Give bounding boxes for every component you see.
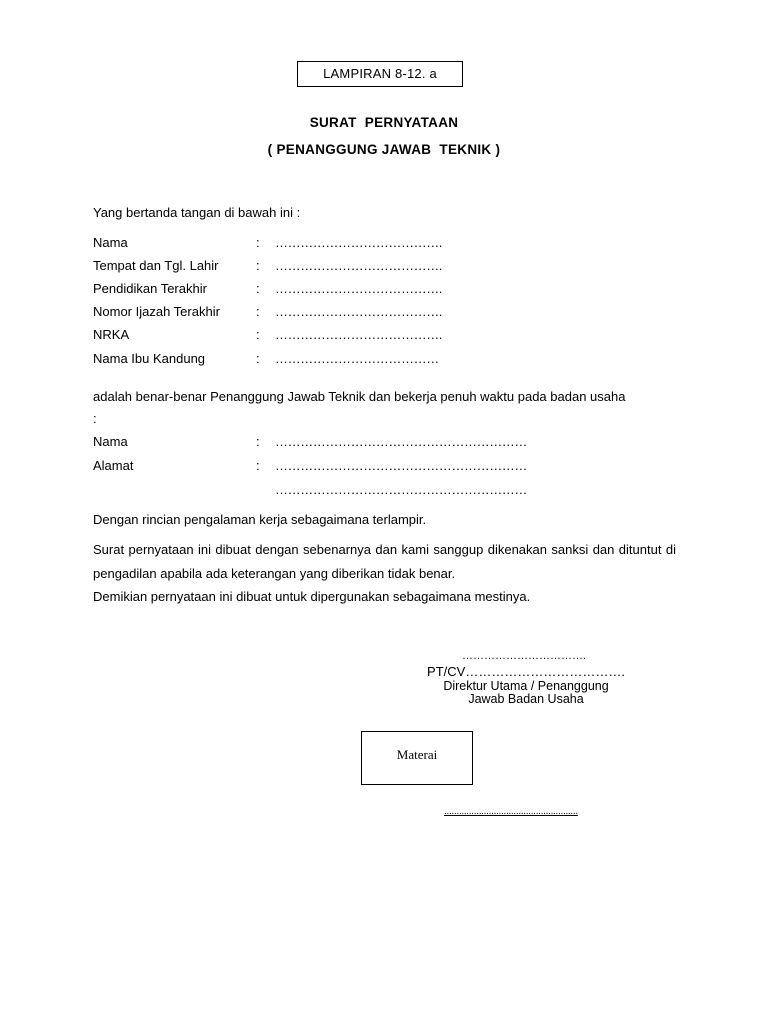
field-label: Nama xyxy=(93,434,128,449)
field-label: NRKA xyxy=(93,327,130,342)
field-colon: : xyxy=(256,281,260,296)
experience-note: Dengan rincian pengalaman kerja sebagaimana terlampir. xyxy=(93,512,427,527)
field-colon: : xyxy=(256,327,260,342)
signer-role-line2: Jawab Badan Usaha xyxy=(468,692,584,706)
field-value-blank: …………………………………. xyxy=(275,235,443,250)
field-label: Nomor Ijazah Terakhir xyxy=(93,304,220,319)
field-colon: : xyxy=(256,434,260,449)
statement-colon: : xyxy=(93,411,97,426)
field-value-blank: …………………………………. xyxy=(275,304,443,319)
intro-text: Yang bertanda tangan di bawah ini : xyxy=(93,205,301,220)
field-value-blank: …………………………………. xyxy=(275,281,443,296)
field-label: Nama Ibu Kandung xyxy=(93,351,206,366)
field-colon: : xyxy=(256,304,260,319)
signature-line: ...................................................... xyxy=(444,806,578,817)
field-value-blank: …………………………………………………… xyxy=(275,482,528,497)
field-label: Tempat dan Tgl. Lahir xyxy=(93,258,219,273)
field-label: Pendidikan Terakhir xyxy=(93,281,207,296)
document-title: SURAT PERNYATAAN xyxy=(309,115,459,130)
field-colon: : xyxy=(256,351,260,366)
field-value-blank: ………………………………… xyxy=(275,351,439,366)
field-colon: : xyxy=(256,458,260,473)
document-subtitle: ( PENANGGUNG JAWAB TEKNIK ) xyxy=(267,142,501,157)
field-value-blank: …………………………………. xyxy=(275,327,443,342)
field-colon: : xyxy=(256,235,260,250)
field-label: Alamat xyxy=(93,458,134,473)
place-date-blank: ……………………………. xyxy=(461,650,587,662)
field-label: Nama xyxy=(93,235,128,250)
field-value-blank: …………………………………………………… xyxy=(275,434,528,449)
field-colon: : xyxy=(256,258,260,273)
closing-text: Demikian pernyataan ini dibuat untuk dipergunakan sebagaimana mestinya. xyxy=(93,589,531,604)
field-value-blank: …………………………………. xyxy=(275,258,443,273)
declaration-paragraph: Surat pernyataan ini dibuat dengan sebenarnya dan kami sanggup dikenakan sanksi dan dituntut di pengadilan apabila ada keterangan yang diberikan tidak benar. xyxy=(93,542,676,581)
field-value-blank: …………………………………………………… xyxy=(275,458,528,473)
stamp-duty-box: Materai xyxy=(361,731,473,785)
company-name-blank: PT/CV………………………………. xyxy=(427,664,625,679)
signer-role-line1: Direktur Utama / Penanggung xyxy=(443,679,609,693)
statement-text: adalah benar-benar Penanggung Jawab Teknik dan bekerja penuh waktu pada badan usaha xyxy=(93,389,626,404)
attachment-label: LAMPIRAN 8-12. a xyxy=(297,61,463,87)
